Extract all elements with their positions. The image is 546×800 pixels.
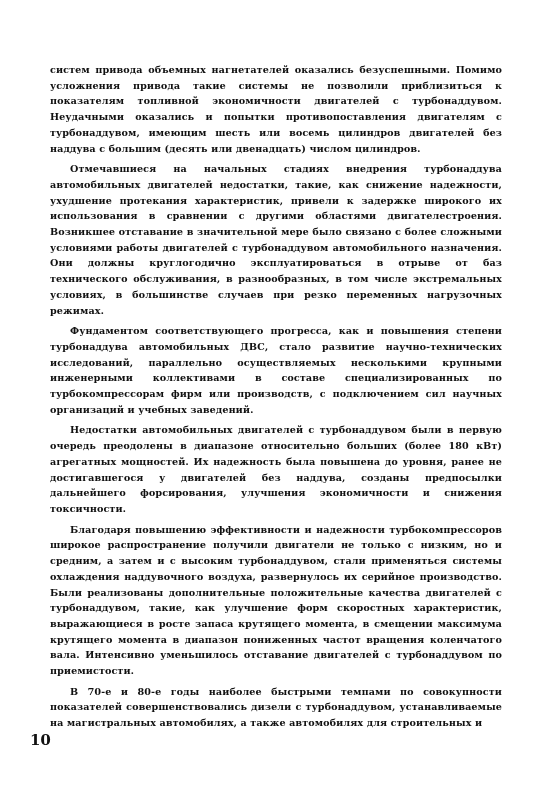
paragraph-5: Благодаря повышению эффективности и надежности турбокомпрессоров широкое распространение получили двигатели не только с низким, но и средним, а затем и с высоким турбонаддувом, стали применяться системы охлаждения наддувочного воздуха, развернулось их серийное производство. Были реализованы дополнительные положительные качества двигателей с турбонаддувом, такие, как улучшение форм скоростных характеристик, выражающиеся в росте запаса крутящего момента, в смещении максимума крутящего момента в диапазон пониженных частот вращения коленчатого вала. Интенсивно уменьшилось отставание двигателей с турбонаддувом по приемистости. <box>50 524 502 678</box>
paragraph-4: Недостатки автомобильных двигателей с турбонаддувом были в первую очередь преодолены в диапазоне относительно больших (более 180 кВт) агрегатных мощностей. Их надежность была повышена до уровня, ранее не достигавшегося у двигателей без наддува, созданы предпосылки дальнейшего форсирования, улучшения экономичности и снижения токсичности. <box>50 425 502 515</box>
page-number: 10 <box>30 731 51 749</box>
paragraph-3: Фундаментом соответствующего прогресса, как и повышения степени турбонаддува автомобильных ДВС, стало развитие научно-технических исследований, параллельно осуществляемых несколькими крупными инженерными коллективами в составе специализированных по турбокомпрессорам фирм или производств, с подключением сил научных организаций и учебных заведений. <box>50 326 502 416</box>
paragraph-6: В 70-е и 80-е годы наиболее быстрыми темпами по совокупности показателей совершенствовались дизели с турбонаддувом, устанавливаемые на магистральных автомобилях, а также автомобилях для строительных и <box>50 686 502 730</box>
body-text <box>50 63 502 737</box>
paragraph-1: систем привода объемных нагнетателей оказались безуспешными. Помимо усложнения привода такие системы не позволили приблизиться к показателям топливной экономичности двигателей с турбонаддувом. Неудачными оказались и попытки противопоставления двигателям с турбонаддувом, имеющим шесть или восемь цилиндров двигателей без наддува с большим (десять или двенадцать) числом цилиндров. <box>50 65 502 155</box>
paragraph-2: Отмечавшиеся на начальных стадиях внедрения турбонаддува автомобильных двигателей недостатки, такие, как снижение надежности, ухудшение протекания характеристик, привели к задержке широкого их использования в сравнении с другими областями двигателестроения. Возникшее отставание в значительной мере было связано с более сложными условиями работы двигателей с турбонаддувом автомобильного назначения. Они должны круглогодично эксплуатироваться в отрыве от баз технического обслуживания, в разнообразных, в том числе экстремальных условиях, в большинстве случаев при резко переменных нагрузочных режимах. <box>50 164 502 317</box>
